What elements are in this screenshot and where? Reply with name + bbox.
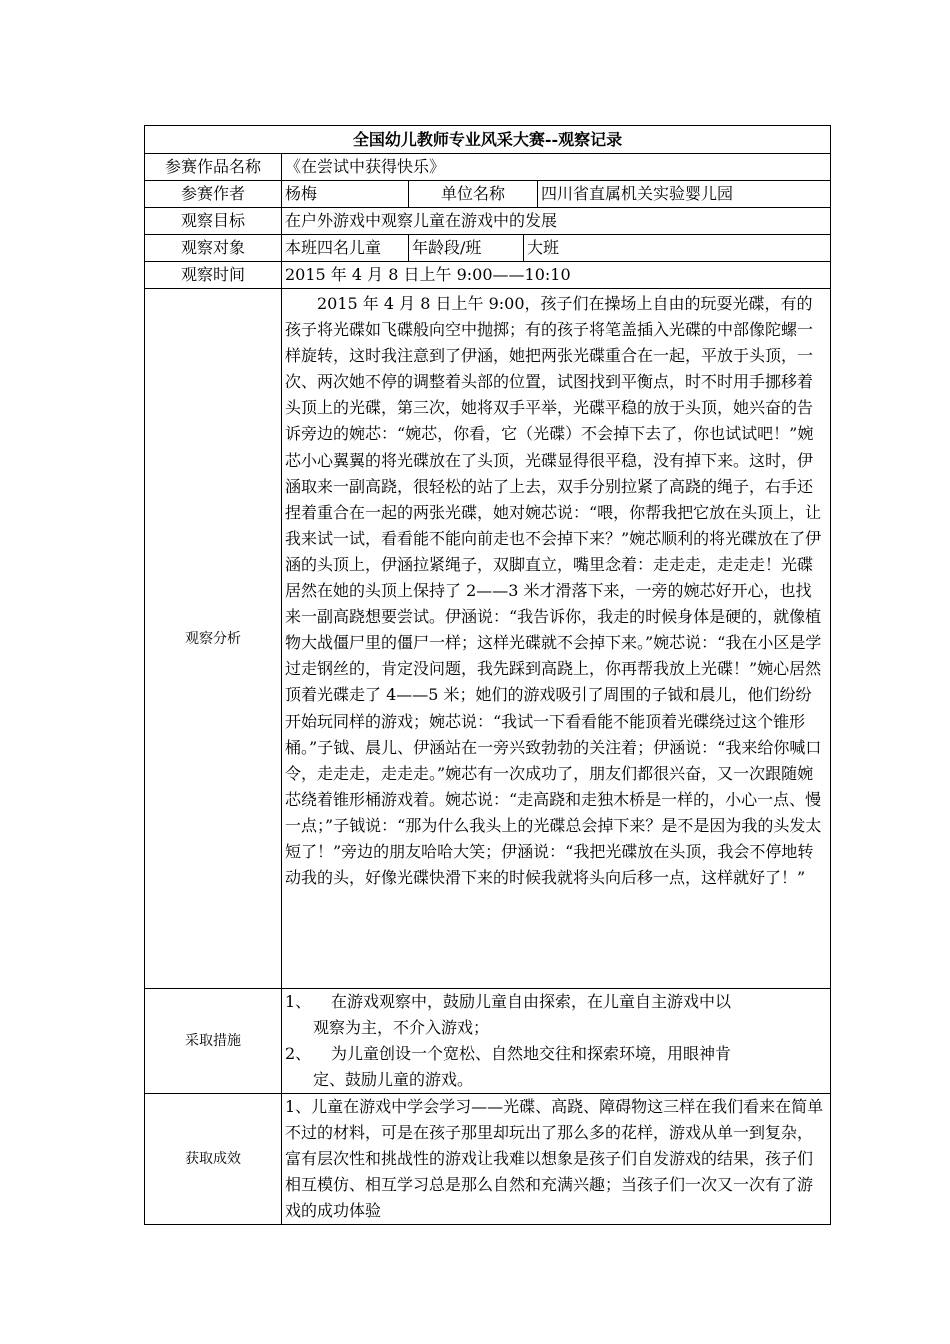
measure-number: 1、	[285, 992, 312, 1011]
measure-item	[285, 989, 827, 1015]
unit-value: 四川省直属机关实验婴儿园	[538, 181, 831, 208]
age-value: 大班	[524, 235, 831, 262]
measure-item-continued: 观察为主，不介入游戏；	[313, 1018, 490, 1037]
work-name-label: 参赛作品名称	[145, 154, 282, 181]
work-name-value: 《在尝试中获得快乐》	[282, 154, 831, 181]
time-value: 2015 年 4 月 8 日上午 9:00——10:10	[282, 262, 831, 289]
results-label: 获取成效	[145, 1094, 282, 1225]
measure-number: 2、	[285, 1044, 312, 1063]
measure-text: 在游戏观察中，鼓励儿童自由探索，在儿童自主游戏中以	[331, 992, 732, 1011]
measure-text: 为儿童创设一个宽松、自然地交往和探索环境，用眼神肯	[331, 1044, 732, 1063]
object-value: 本班四名儿童	[282, 235, 409, 262]
object-label: 观察对象	[145, 235, 282, 262]
goal-label: 观察目标	[145, 208, 282, 235]
author-label: 参赛作者	[145, 181, 282, 208]
measures-label: 采取措施	[145, 989, 282, 1094]
age-label: 年龄段/班	[409, 235, 524, 262]
results-text: 1、儿童在游戏中学会学习——光碟、高跷、障碍物这三样在我们看来在简单不过的材料，可是在孩子那里却玩出了那么多的花样，游戏从单一到复杂，富有层次性和挑战性的游戏让我难以想象是孩子们自发游戏的结果，孩子们相互模仿、相互学习总是那么自然和充满兴趣；当孩子们一次又一次有了游戏的成功体验	[282, 1094, 831, 1225]
record-title: 全国幼儿教师专业风采大赛--观察记录	[145, 126, 831, 154]
author-value: 杨梅	[282, 181, 409, 208]
analysis-text: 2015 年 4 月 8 日上午 9:00，孩子们在操场上自由的玩耍光碟，有的孩子将光碟如飞碟般向空中抛掷；有的孩子将笔盖插入光碟的中部像陀螺一样旋转，这时我注意到了伊涵，她把两张光碟重合在一起，平放于头顶，一次、两次她不停的调整着头部的位置，试图找到平衡点，时不时用手挪移着头顶上的光碟，第三次，她将双手平举，光碟平稳的放于头顶，她兴奋的告诉旁边的婉芯：“婉芯，你看，它（光碟）不会掉下去了，你也试试吧！”婉芯小心翼翼的将光碟放在了头顶，光碟显得很平稳，没有掉下来。这时，伊涵取来一副高跷，很轻松的站了上去，双手分别拉紧了高跷的绳子，右手还捏着重合在一起的两张光碟，她对婉芯说：“喂，你帮我把它放在头顶上，让我来试一试，看看能不能向前走也不会掉下来？”婉芯顺利的将光碟放在了伊涵的头顶上，伊涵拉紧绳子，双脚直立，嘴里念着：走走走，走走走！光碟居然在她的头顶上保持了 2——3 米才滑落下来，一旁的婉芯好开心，也找来一副高跷想要尝试。伊涵说：“我告诉你，我走的时候身体是硬的，就像植物大战僵尸里的僵尸一样；这样光碟就不会掉下来。”婉芯说：“我在小区是学过走钢丝的，肯定没问题，我先踩到高跷上，你再帮我放上光碟！”婉心居然顶着光碟走了 4——5 米；她们的游戏吸引了周围的子钺和晨儿，他们纷纷开始玩同样的游戏；婉芯说：“我试一下看看能不能顶着光碟绕过这个锥形桶。”子钺、晨儿、伊涵站在一旁兴致勃勃的关注着；伊涵说：“我来给你喊口令，走走走，走走走。”婉芯有一次成功了，朋友们都很兴奋，又一次跟随婉芯绕着锥形桶游戏着。婉芯说：“走高跷和走独木桥是一样的，小心一点、慢一点；”子钺说：“那为什么我头上的光碟总会掉下来？是不是因为我的头发太短了！”旁边的朋友哈哈大笑；伊涵说：“我把光碟放在头顶，我会不停地转动我的头，好像光碟快滑下来的时候我就将头向后移一点，这样就好了！”	[282, 289, 831, 989]
time-label: 观察时间	[145, 262, 282, 289]
unit-label: 单位名称	[409, 181, 538, 208]
goal-value: 在户外游戏中观察儿童在游戏中的发展	[282, 208, 831, 235]
measure-item-continued: 定、鼓励儿童的游戏。	[313, 1070, 474, 1089]
analysis-label: 观察分析	[145, 289, 282, 989]
measure-item	[285, 1041, 827, 1067]
measures-list	[282, 989, 831, 1094]
observation-record-table	[144, 125, 831, 1225]
